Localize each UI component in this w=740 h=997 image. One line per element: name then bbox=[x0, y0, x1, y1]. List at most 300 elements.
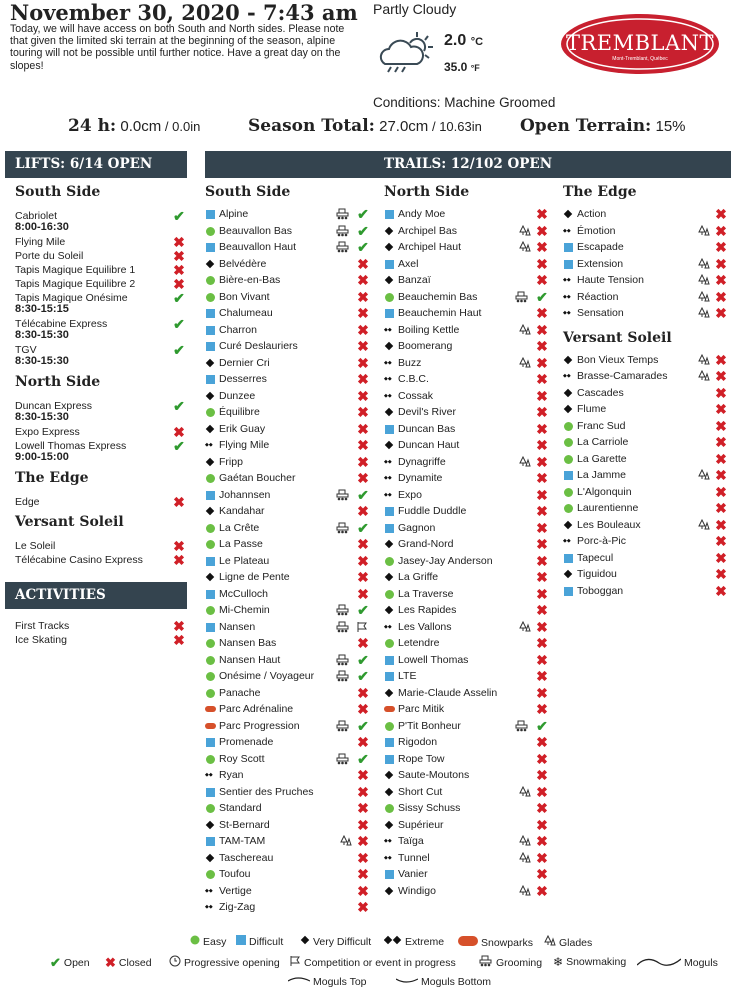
closed-x-icon: ✖ bbox=[536, 882, 548, 899]
trail-name: Flying Mile bbox=[219, 439, 270, 451]
lift-hours: 8:30-15:30 bbox=[15, 329, 69, 341]
trail-row[interactable] bbox=[205, 289, 370, 305]
moguls-icon bbox=[637, 955, 681, 970]
easy-circle-icon bbox=[384, 800, 396, 816]
trail-group-title: The Edge bbox=[563, 184, 637, 200]
trail-name: Laurentienne bbox=[577, 502, 639, 514]
easy-circle-icon bbox=[563, 500, 575, 516]
grooming-icon bbox=[515, 291, 529, 305]
trail-name: TAM-TAM bbox=[219, 835, 266, 847]
legend-label: Moguls Bottom bbox=[421, 975, 492, 988]
snowpark-icon bbox=[384, 701, 396, 717]
lift-name: Flying Mile bbox=[15, 236, 66, 248]
trail-row[interactable] bbox=[563, 484, 728, 500]
closed-x-icon: ✖ bbox=[357, 899, 369, 915]
extreme-double-diamond-icon bbox=[384, 487, 396, 503]
trail-name: Bière-en-Bas bbox=[219, 274, 281, 286]
closed-x-icon: ✖ bbox=[715, 582, 727, 599]
glades-icon bbox=[519, 835, 533, 849]
trail-name: Ryan bbox=[219, 769, 244, 781]
competition-flag-icon bbox=[356, 621, 370, 635]
open-check-icon: ✔ bbox=[357, 668, 369, 684]
legend-label: Snowparks bbox=[481, 936, 533, 949]
easy-circle-icon bbox=[563, 418, 575, 434]
closed-x-icon: ✖ bbox=[715, 417, 727, 434]
very-difficult-diamond-icon bbox=[205, 355, 217, 371]
difficult-square-icon bbox=[205, 833, 217, 849]
closed-x-icon: ✖ bbox=[715, 516, 727, 533]
trail-name: La Jamme bbox=[577, 469, 627, 481]
closed-x-icon: ✖ bbox=[715, 549, 727, 566]
trail-row[interactable] bbox=[205, 454, 370, 470]
glades-icon bbox=[519, 357, 533, 371]
closed-x-icon: ✖ bbox=[357, 701, 369, 717]
closed-x-icon: ✖ bbox=[715, 305, 727, 321]
trail-name: Gagnon bbox=[398, 521, 436, 534]
closed-x-icon: ✖ bbox=[173, 618, 185, 634]
trail-row[interactable] bbox=[384, 767, 549, 783]
closed-x-icon: ✖ bbox=[357, 635, 369, 651]
closed-x-icon: ✖ bbox=[715, 206, 727, 222]
closed-x-icon: ✖ bbox=[357, 404, 369, 420]
trail-name: Ligne de Pente bbox=[219, 571, 290, 583]
legend-label: Progressive opening bbox=[184, 956, 280, 969]
open-check-icon: ✔ bbox=[173, 316, 185, 332]
difficult-square-icon bbox=[205, 586, 217, 602]
legend-label: Moguls bbox=[684, 956, 718, 969]
trail-name: Duncan Bas bbox=[398, 422, 456, 435]
trail-row[interactable] bbox=[384, 206, 549, 222]
trail-row[interactable] bbox=[205, 272, 370, 288]
closed-x-icon: ✖ bbox=[357, 321, 369, 338]
closed-x-icon: ✖ bbox=[715, 467, 727, 483]
trail-name: Action bbox=[577, 208, 607, 220]
extreme-double-diamond-icon bbox=[563, 533, 575, 549]
legend-item bbox=[396, 975, 491, 988]
trail-name: Grand-Nord bbox=[398, 538, 454, 550]
trail-row[interactable] bbox=[384, 520, 549, 536]
glades-icon bbox=[519, 225, 533, 239]
trail-row[interactable] bbox=[205, 322, 370, 338]
trail-name: LTE bbox=[398, 670, 417, 682]
trail-row[interactable] bbox=[384, 421, 549, 437]
closed-x-icon: ✖ bbox=[536, 750, 548, 767]
report-date: November 30, 2020 - 7:43 am bbox=[10, 0, 358, 25]
trail-name: Tunnel bbox=[398, 851, 430, 864]
open-check-icon: ✔ bbox=[357, 651, 369, 668]
trail-row[interactable] bbox=[384, 404, 549, 420]
closed-x-icon: ✖ bbox=[357, 387, 369, 404]
trail-row[interactable] bbox=[384, 256, 549, 272]
legend-label: Grooming bbox=[496, 956, 543, 969]
competition-flag-icon bbox=[289, 955, 301, 970]
closed-x-icon: ✖ bbox=[536, 371, 548, 387]
trail-row[interactable] bbox=[384, 635, 549, 651]
closed-x-icon: ✖ bbox=[357, 305, 369, 321]
very-difficult-diamond-icon bbox=[205, 503, 217, 519]
trail-row[interactable] bbox=[205, 784, 370, 800]
glades-icon bbox=[698, 307, 712, 321]
trail-row[interactable] bbox=[384, 388, 549, 404]
trail-row[interactable] bbox=[384, 701, 549, 717]
trail-name: Nansen Bas bbox=[219, 637, 277, 649]
closed-x-icon: ✖ bbox=[536, 552, 548, 569]
very-difficult-diamond-icon bbox=[384, 536, 396, 552]
trail-row[interactable] bbox=[205, 437, 370, 453]
progressive-clock-icon bbox=[169, 955, 181, 970]
open-check-icon: ✔ bbox=[357, 486, 369, 503]
trail-row[interactable] bbox=[205, 883, 370, 899]
closed-x-icon: ✖ bbox=[715, 222, 727, 239]
closed-x-icon: ✖ bbox=[357, 684, 369, 701]
glades-icon bbox=[519, 885, 533, 899]
legend-label: Moguls Top bbox=[313, 975, 367, 988]
trail-row[interactable] bbox=[563, 583, 728, 599]
grooming-icon bbox=[515, 720, 529, 734]
moguls-top-icon bbox=[288, 975, 310, 988]
closed-x-icon: ✖ bbox=[173, 494, 185, 510]
trail-row[interactable] bbox=[205, 817, 370, 833]
difficult-square-icon bbox=[384, 668, 396, 684]
closed-x-icon: ✖ bbox=[357, 338, 369, 354]
trail-name: Rigodon bbox=[398, 736, 438, 748]
very-difficult-diamond-icon bbox=[384, 767, 396, 783]
trail-row[interactable] bbox=[384, 371, 549, 387]
extreme-double-diamond-icon bbox=[205, 437, 217, 453]
stat-24h: 24 h: 0.0cm / 0.0in bbox=[68, 116, 201, 136]
trail-row[interactable] bbox=[205, 256, 370, 272]
trail-row[interactable] bbox=[563, 451, 728, 467]
trail-row[interactable] bbox=[384, 668, 549, 684]
extreme-double-diamond-icon bbox=[384, 322, 396, 338]
snowpark-icon bbox=[205, 718, 217, 734]
legend-item bbox=[544, 935, 592, 950]
lift-group-title: North Side bbox=[15, 374, 101, 390]
closed-x-icon: ✖ bbox=[536, 321, 548, 338]
trail-row[interactable] bbox=[205, 569, 370, 585]
very-difficult-diamond-icon bbox=[563, 385, 575, 401]
trail-row[interactable] bbox=[205, 635, 370, 651]
trail-name: Curé Deslauriers bbox=[219, 340, 298, 352]
closed-x-icon: ✖ bbox=[536, 338, 548, 354]
legend-item bbox=[50, 955, 90, 971]
legend-item bbox=[479, 955, 542, 970]
glades-icon bbox=[519, 241, 533, 255]
closed-x-icon: ✖ bbox=[536, 618, 548, 635]
easy-circle-icon bbox=[205, 866, 217, 882]
trail-row[interactable] bbox=[384, 817, 549, 833]
trail-row[interactable] bbox=[384, 536, 549, 552]
legend-item bbox=[637, 955, 718, 970]
trail-name: La Traverse bbox=[398, 587, 454, 600]
very-difficult-diamond-icon bbox=[205, 256, 217, 272]
lifts-header: LIFTS: 6/14 OPEN bbox=[5, 151, 187, 178]
trail-row[interactable] bbox=[563, 418, 728, 434]
difficult-square-icon bbox=[563, 467, 575, 483]
trail-row[interactable] bbox=[205, 305, 370, 321]
trail-name: Windigo bbox=[398, 884, 436, 897]
trail-row[interactable] bbox=[563, 206, 728, 222]
trail-row[interactable] bbox=[205, 553, 370, 569]
trail-name: Réaction bbox=[577, 290, 619, 303]
trail-row[interactable] bbox=[205, 734, 370, 750]
trail-name: Charron bbox=[219, 323, 257, 336]
trail-name: Erik Guay bbox=[219, 422, 266, 435]
closed-x-icon: ✖ bbox=[536, 816, 548, 833]
lift-group-title: The Edge bbox=[15, 470, 89, 486]
closed-x-icon: ✖ bbox=[536, 420, 548, 437]
very-difficult-diamond-icon bbox=[384, 437, 396, 453]
trail-name: Axel bbox=[398, 257, 419, 270]
trail-name: Flume bbox=[577, 403, 607, 415]
trail-row[interactable] bbox=[384, 734, 549, 750]
trail-row[interactable] bbox=[384, 800, 549, 816]
difficult-square-icon bbox=[384, 206, 396, 222]
stat-open-terrain: Open Terrain: 15% bbox=[520, 116, 686, 136]
extreme-double-diamond-icon bbox=[384, 371, 396, 387]
trail-row[interactable] bbox=[563, 566, 728, 582]
trail-row[interactable] bbox=[205, 767, 370, 783]
open-check-icon: ✔ bbox=[357, 206, 369, 222]
lift-name: Edge bbox=[15, 496, 40, 508]
closed-x-icon: ✖ bbox=[357, 272, 369, 288]
trail-row[interactable] bbox=[205, 536, 370, 552]
trail-row[interactable] bbox=[384, 751, 549, 767]
trail-row[interactable] bbox=[205, 586, 370, 602]
lift-name: Duncan Express bbox=[15, 400, 93, 412]
trail-row[interactable] bbox=[563, 533, 728, 549]
closed-x-icon: ✖ bbox=[173, 632, 185, 648]
easy-circle-icon bbox=[205, 751, 217, 767]
closed-x-icon: ✖ bbox=[536, 767, 548, 783]
closed-x-icon: ✖ bbox=[357, 420, 369, 437]
activities-header: ACTIVITIES bbox=[5, 582, 187, 609]
trail-name: Fuddle Duddle bbox=[398, 505, 467, 517]
trail-name: Devil's River bbox=[398, 406, 457, 418]
extreme-double-diamond-icon bbox=[384, 454, 396, 470]
trail-row[interactable] bbox=[205, 866, 370, 882]
trail-row[interactable] bbox=[205, 503, 370, 519]
trail-name: Archipel Bas bbox=[398, 224, 457, 237]
trail-row[interactable] bbox=[205, 800, 370, 816]
closed-x-icon: ✖ bbox=[715, 272, 727, 288]
trail-name: McCulloch bbox=[219, 587, 269, 600]
difficult-square-icon bbox=[205, 784, 217, 800]
trail-row[interactable] bbox=[205, 388, 370, 404]
closed-x-icon: ✖ bbox=[715, 351, 727, 368]
trail-name: Toboggan bbox=[577, 584, 624, 597]
legend-item bbox=[236, 935, 283, 948]
trail-name: Parc Mitik bbox=[398, 703, 445, 715]
trail-name: Beauchemin Bas bbox=[398, 290, 478, 303]
trail-name: Nansen Haut bbox=[219, 653, 281, 666]
trail-row[interactable] bbox=[205, 470, 370, 486]
trail-name: Expo bbox=[398, 488, 422, 501]
extreme-double-diamond-icon bbox=[563, 272, 575, 288]
glades-icon bbox=[698, 354, 712, 368]
trail-row[interactable] bbox=[384, 685, 549, 701]
glades-icon bbox=[519, 786, 533, 800]
trail-row[interactable] bbox=[563, 434, 728, 450]
trail-row[interactable] bbox=[205, 338, 370, 354]
trail-name: L'Algonquin bbox=[577, 485, 632, 498]
glades-icon bbox=[698, 370, 712, 384]
closed-x-icon: ✖ bbox=[536, 635, 548, 651]
trail-row[interactable] bbox=[205, 899, 370, 915]
trail-row[interactable] bbox=[563, 385, 728, 401]
trail-name: Mi-Chemin bbox=[219, 604, 270, 616]
glades-icon bbox=[698, 291, 712, 305]
lift-name: Cabriolet bbox=[15, 210, 58, 222]
grooming-icon bbox=[336, 621, 350, 635]
trail-row[interactable] bbox=[384, 338, 549, 354]
trail-name: Escapade bbox=[577, 241, 624, 253]
grooming-icon bbox=[336, 753, 350, 767]
lift-group-title: South Side bbox=[15, 184, 101, 200]
glades-icon bbox=[698, 225, 712, 239]
weather-condition: Partly Cloudy bbox=[373, 1, 457, 17]
tremblant-logo[interactable] bbox=[560, 13, 720, 82]
lift-row[interactable] bbox=[15, 552, 187, 568]
closed-x-icon: ✖ bbox=[715, 239, 727, 255]
difficult-square-icon bbox=[384, 734, 396, 750]
trail-row[interactable] bbox=[205, 404, 370, 420]
trail-row[interactable] bbox=[384, 305, 549, 321]
open-check-icon: ✔ bbox=[173, 438, 185, 454]
closed-x-icon: ✖ bbox=[536, 354, 548, 371]
trail-name: Porc-à-Pic bbox=[577, 535, 627, 547]
closed-x-icon: ✖ bbox=[173, 424, 185, 440]
lift-row[interactable] bbox=[15, 494, 187, 510]
trail-name: Buzz bbox=[398, 356, 422, 369]
trail-name: Kandahar bbox=[219, 505, 265, 517]
closed-x-icon: ✖ bbox=[715, 401, 727, 417]
trail-row[interactable] bbox=[205, 850, 370, 866]
closed-x-icon: ✖ bbox=[536, 255, 548, 272]
trail-row[interactable] bbox=[384, 503, 549, 519]
closed-x-icon: ✖ bbox=[536, 701, 548, 717]
closed-x-icon: ✖ bbox=[357, 783, 369, 800]
trail-row[interactable] bbox=[384, 553, 549, 569]
trail-row[interactable] bbox=[205, 421, 370, 437]
trail-name: Nansen bbox=[219, 620, 256, 633]
very-difficult-diamond-icon bbox=[384, 338, 396, 354]
legend-item bbox=[458, 935, 533, 950]
legend-label: Difficult bbox=[249, 935, 284, 948]
closed-x-icon: ✖ bbox=[357, 734, 369, 750]
trail-row[interactable] bbox=[563, 550, 728, 566]
trail-row[interactable] bbox=[563, 239, 728, 255]
closed-x-icon: ✖ bbox=[357, 503, 369, 519]
trail-row[interactable] bbox=[205, 371, 370, 387]
trail-name: Beauchemin Haut bbox=[398, 307, 482, 319]
trail-row[interactable] bbox=[384, 602, 549, 618]
trail-row[interactable] bbox=[384, 487, 549, 503]
trail-name: Brasse-Camarades bbox=[577, 370, 668, 382]
trail-row[interactable] bbox=[205, 355, 370, 371]
trail-row[interactable] bbox=[205, 701, 370, 717]
trail-name: Vanier bbox=[398, 868, 428, 880]
extreme-double-diamond-icon bbox=[384, 388, 396, 404]
legend-item bbox=[289, 955, 456, 970]
trail-name: Sissy Schuss bbox=[398, 802, 461, 814]
grooming-icon bbox=[336, 604, 350, 618]
closed-x-icon: ✖ bbox=[536, 437, 548, 453]
trail-row[interactable] bbox=[384, 437, 549, 453]
trail-name: Gaétan Boucher bbox=[219, 472, 296, 484]
legend-item bbox=[169, 955, 280, 970]
closed-x-icon: ✖ bbox=[536, 272, 548, 288]
difficult-square-icon bbox=[205, 619, 217, 635]
trail-name: Marie-Claude Asselin bbox=[398, 686, 498, 699]
open-check-icon: ✔ bbox=[357, 717, 369, 734]
closed-x-icon: ✖ bbox=[715, 483, 727, 500]
trail-row[interactable] bbox=[205, 685, 370, 701]
easy-circle-icon bbox=[384, 586, 396, 602]
trail-name: Bon Vieux Temps bbox=[577, 353, 659, 366]
trail-row[interactable] bbox=[384, 586, 549, 602]
trail-name: St-Bernard bbox=[219, 818, 270, 831]
trail-row[interactable] bbox=[384, 272, 549, 288]
trail-name: Les Bouleaux bbox=[577, 518, 641, 531]
trail-row[interactable] bbox=[563, 401, 728, 417]
svg-text:TREMBLANT: TREMBLANT bbox=[565, 31, 715, 55]
closed-x-icon: ✖ bbox=[173, 248, 185, 264]
easy-circle-icon bbox=[563, 434, 575, 450]
trail-row[interactable] bbox=[384, 652, 549, 668]
easy-circle-icon bbox=[205, 470, 217, 486]
difficult-square-icon bbox=[563, 239, 575, 255]
trail-name: Zig-Zag bbox=[219, 901, 256, 913]
legend-label: Very Difficult bbox=[313, 935, 372, 948]
lift-name: Porte du Soleil bbox=[15, 250, 84, 262]
closed-x-icon: ✖ bbox=[536, 404, 548, 420]
open-check-icon: ✔ bbox=[536, 717, 548, 734]
closed-x-icon: ✖ bbox=[536, 470, 548, 486]
trail-row[interactable] bbox=[384, 569, 549, 585]
difficult-square-icon bbox=[384, 866, 396, 882]
difficult-square-icon bbox=[205, 322, 217, 338]
closed-x-icon: ✖ bbox=[536, 519, 548, 536]
grooming-icon bbox=[336, 208, 350, 222]
trail-name: La Crête bbox=[219, 521, 260, 534]
trail-row[interactable] bbox=[384, 470, 549, 486]
trail-row[interactable] bbox=[563, 500, 728, 516]
trail-name: Dynamite bbox=[398, 472, 443, 484]
grooming-icon bbox=[336, 522, 350, 536]
trail-name: Standard bbox=[219, 802, 262, 814]
extreme-double-diamond-icon bbox=[205, 899, 217, 915]
closed-x-icon: ✖ bbox=[536, 239, 548, 255]
lift-name: Lowell Thomas Express bbox=[15, 440, 127, 452]
trail-group-title: Versant Soleil bbox=[563, 329, 672, 346]
closed-x-icon: ✖ bbox=[536, 602, 548, 618]
easy-circle-icon bbox=[384, 635, 396, 651]
closed-x-icon: ✖ bbox=[536, 305, 548, 321]
closed-x-icon: ✖ bbox=[715, 384, 727, 401]
closed-x-icon: ✖ bbox=[536, 651, 548, 668]
lift-hours: 8:30-15:15 bbox=[15, 303, 69, 315]
trail-name: Franc Sud bbox=[577, 419, 626, 432]
closed-x-icon: ✖ bbox=[536, 486, 548, 503]
trail-row[interactable] bbox=[384, 866, 549, 882]
trail-group-title: North Side bbox=[384, 184, 470, 200]
activity-row[interactable] bbox=[15, 632, 165, 648]
legend-label: Snowmaking bbox=[566, 956, 627, 968]
glades-icon bbox=[698, 274, 712, 288]
closed-x-icon: ✖ bbox=[357, 536, 369, 552]
grooming-icon bbox=[336, 670, 350, 684]
